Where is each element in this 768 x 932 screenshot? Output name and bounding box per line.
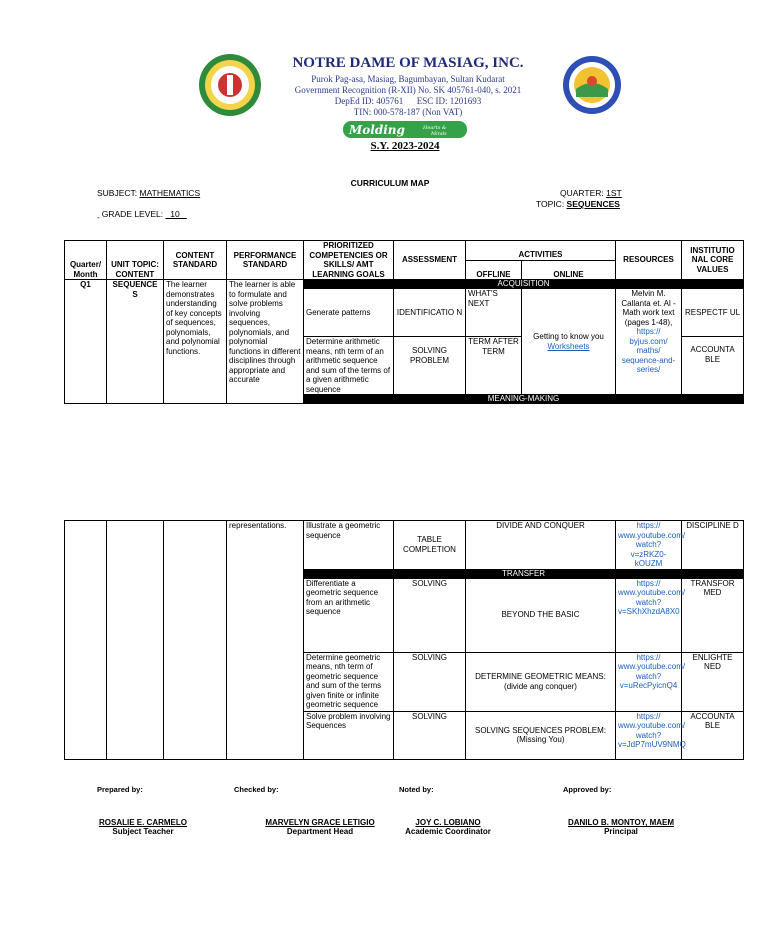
- header-competencies: PRIORITIZED COMPETENCIES OR SKILLS/ AMT LEARNING GOALS: [304, 241, 394, 280]
- quarter-cell: Q1: [65, 280, 107, 404]
- topic-line: [536, 199, 620, 209]
- offline-whats-next: WHAT'S NEXT: [466, 289, 522, 337]
- worksheets-link[interactable]: Worksheets: [547, 341, 590, 351]
- grade-line: [97, 199, 187, 219]
- byjus-link[interactable]: https:// byjus.com/ maths/ sequence-and- series/: [621, 327, 676, 374]
- assessment-table-completion: TABLE COMPLETION: [394, 521, 466, 570]
- checked-role: Department Head: [286, 827, 354, 836]
- assessment-solving-problem: SOLVING PROBLEM: [394, 337, 466, 395]
- value-respectful: RESPECTF UL: [682, 289, 744, 337]
- resource-link-1[interactable]: https:// www.youtube.com/ watch?v=zRKZ0- kOUZM: [616, 521, 682, 570]
- signatory-noted: [396, 818, 500, 836]
- curriculum-table-1: [64, 240, 744, 404]
- header-content-standard: CONTENT STANDARD: [164, 241, 227, 280]
- competency-geometric-means: Determine geometric means, nth term of geometric sequence and sum of the terms given finite or infinite geometric sequence: [304, 652, 394, 711]
- checked-name: MARVELYN GRACE LETIGIO: [265, 818, 375, 827]
- competency-generate-patterns: Generate patterns: [304, 289, 394, 337]
- svg-text:Minds: Minds: [431, 131, 447, 137]
- quarter-value: 1ST: [606, 188, 622, 198]
- assessment-solving-2: SOLVING: [394, 652, 466, 711]
- deped-esc-ids: DepEd ID: 405761 ESC ID: 1201693: [334, 96, 482, 106]
- subject-label: SUBJECT:: [97, 188, 140, 198]
- svg-text:Hearts &: Hearts &: [423, 125, 447, 131]
- performance-standard-cell: The learner is able to formulate and solve problems involving sequences, polynomials, and polynomial functions in different disciplines through appropriate and accurate: [227, 280, 304, 404]
- school-name: NOTRE DAME OF MASIAG, INC.: [292, 55, 524, 71]
- svg-text:Molding: Molding: [349, 123, 405, 137]
- quarter-label: QUARTER:: [560, 188, 607, 198]
- header-assessment: ASSESSMENT: [394, 241, 466, 280]
- resource-link-4[interactable]: https:// www.youtube.com/ watch? v=JdP7mUV9NMQ: [616, 711, 682, 759]
- assessment-solving-1: SOLVING: [394, 578, 466, 652]
- school-seal-right: [562, 55, 622, 115]
- noted-by-label: Noted by:: [399, 785, 434, 794]
- header-activities: ACTIVITIES: [466, 241, 616, 261]
- value-disciplined: DISCIPLINE D: [682, 521, 744, 570]
- value-transformed: TRANSFOR MED: [682, 578, 744, 652]
- grade-label: GRADE LEVEL:: [101, 209, 166, 219]
- competency-differentiate: Differentiate a geometric sequence from an arithmetic sequence: [304, 578, 394, 652]
- performance-cell-cont: representations.: [227, 521, 304, 760]
- resources-cell: [616, 289, 682, 395]
- assessment-identification: IDENTIFICATIO N: [394, 289, 466, 337]
- header-offline: OFFLINE: [466, 260, 522, 280]
- header-unit-topic: UNIT TOPIC: CONTENT: [107, 241, 164, 280]
- dash-mark: -: [97, 212, 100, 222]
- offline-term-after-term: TERM AFTER TERM: [466, 337, 522, 395]
- header-online: ONLINE: [522, 260, 616, 280]
- band-transfer: TRANSFER: [304, 569, 744, 578]
- activity-determine-geometric-means: DETERMINE GEOMETRIC MEANS: (divide ang conquer): [466, 652, 616, 711]
- content-standard-cell: The learner demonstrates understanding of key concepts of sequences, polynomials, and polynomial functions.: [164, 280, 227, 404]
- resource-link-2[interactable]: https:// www.youtube.com/ watch? v=SKhXhzdA8X0: [616, 578, 682, 652]
- noted-role: Academic Coordinator: [405, 827, 491, 836]
- approved-role: Principal: [604, 827, 638, 836]
- government-recognition: Government Recognition (R-XII) No. SK 405761-040, s. 2021: [294, 85, 522, 95]
- header-core-values: INSTITUTIO NAL CORE VALUES: [682, 241, 744, 280]
- prepared-by-label: Prepared by:: [97, 785, 143, 794]
- unit-topic-cell: SEQUENCE S: [107, 280, 164, 404]
- topic-label: TOPIC:: [536, 199, 567, 209]
- value-accountable-2: ACCOUNTA BLE: [682, 711, 744, 759]
- tin-number: TIN: 000-578-187 (Non VAT): [353, 107, 463, 117]
- grade-value: 10: [165, 209, 187, 219]
- school-year: S.Y. 2023-2024: [370, 140, 440, 152]
- unit-cell-cont: [107, 521, 164, 760]
- prepared-name: ROSALIE E. CARMELO: [98, 818, 187, 827]
- noted-name: JOY C. LOBIANO: [415, 818, 481, 827]
- assessment-solving-3: SOLVING: [394, 711, 466, 759]
- document-title: CURRICULUM MAP: [350, 178, 430, 188]
- value-accountable-1: ACCOUNTA BLE: [682, 337, 744, 395]
- competency-solve-problem: Solve problem involving Sequences: [304, 711, 394, 759]
- competency-arithmetic-means: Determine arithmetic means, nth term of an arithmetic sequence and sum of the terms of a given arithmetic sequence: [304, 337, 394, 395]
- signatory-checked: [256, 818, 384, 836]
- checked-by-label: Checked by:: [234, 785, 279, 794]
- content-cell-cont: [164, 521, 227, 760]
- school-address: Purok Pag-asa, Masiag, Bagumbayan, Sultan Kudarat: [311, 74, 505, 84]
- band-acquisition: ACQUISITION: [304, 280, 744, 289]
- header-performance-standard: PERFORMANCE STANDARD: [227, 241, 304, 280]
- header-quarter: Quarter/ Month: [65, 241, 107, 280]
- molding-banner-logo: [343, 120, 467, 139]
- online-getting-to-know-you: [522, 289, 616, 395]
- approved-name: DANILO B. MONTOY, MAEM: [567, 818, 675, 827]
- table-end-spacer: [304, 759, 744, 760]
- prepared-role: Subject Teacher: [112, 827, 174, 836]
- competency-illustrate-geometric: Illustrate a geometric sequence: [304, 521, 394, 570]
- online-text: Getting to know you: [533, 332, 604, 341]
- activity-solving-sequences: SOLVING SEQUENCES PROBLEM: (Missing You): [466, 711, 616, 759]
- activity-divide-and-conquer: DIVIDE AND CONQUER: [466, 521, 616, 570]
- resource-link-3[interactable]: https:// www.youtube.com/ watch? v=uRecPyicnQ4: [616, 652, 682, 711]
- quarter-line: [560, 188, 622, 198]
- value-enlightened: ENLIGHTE NED: [682, 652, 744, 711]
- subject-value: MATHEMATICS: [139, 188, 201, 198]
- approved-by-label: Approved by:: [563, 785, 612, 794]
- school-seal-left: [198, 53, 262, 117]
- curriculum-table-2: [64, 520, 744, 760]
- activity-beyond-the-basic: BEYOND THE BASIC: [466, 578, 616, 652]
- quarter-cell-cont: [65, 521, 107, 760]
- signatory-prepared: [92, 818, 194, 836]
- topic-value: SEQUENCES: [566, 199, 620, 209]
- subject-line: [97, 188, 200, 198]
- band-meaning-making: MEANING-MAKING: [304, 395, 744, 404]
- resources-text: Melvin M. Callanta et. Al - Math work text (pages 1-48),: [621, 289, 676, 327]
- signatory-approved: [558, 818, 684, 836]
- header-resources: RESOURCES: [616, 241, 682, 280]
